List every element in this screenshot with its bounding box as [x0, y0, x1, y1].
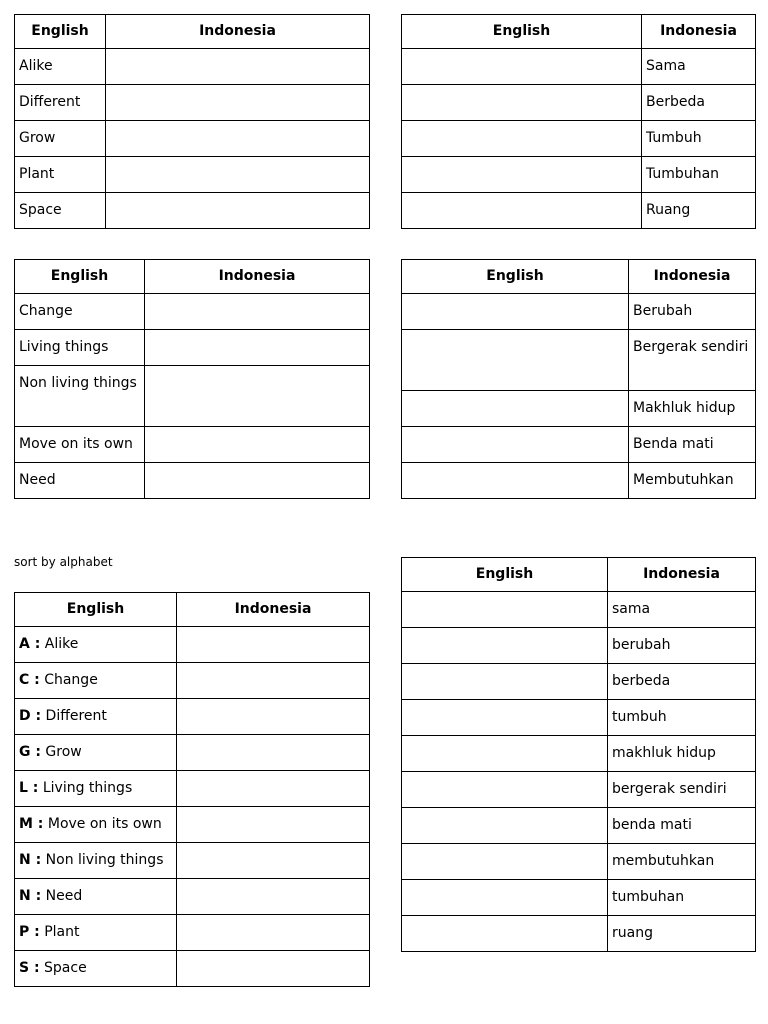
- indonesia-cell: Sama: [642, 49, 756, 85]
- indonesia-cell: Bergerak sendiri: [629, 330, 756, 391]
- indonesia-cell: Makhluk hidup: [629, 391, 756, 427]
- english-cell: [15, 627, 177, 663]
- table-header-row: [402, 558, 756, 592]
- table-row: [15, 121, 370, 157]
- english-cell[interactable]: [402, 49, 642, 85]
- english-cell[interactable]: [402, 808, 608, 844]
- letter-label: N :: [19, 852, 42, 868]
- table-row: [402, 157, 756, 193]
- table-row: [402, 427, 756, 463]
- table-header-row: [402, 260, 756, 294]
- english-cell: Need: [15, 463, 145, 499]
- table-header-row: [15, 593, 370, 627]
- table-row: [15, 699, 370, 735]
- english-cell[interactable]: [402, 628, 608, 664]
- english-cell: [15, 843, 177, 879]
- table-row: [15, 157, 370, 193]
- table-row: [402, 193, 756, 229]
- table-header-row: [402, 15, 756, 49]
- english-word: Need: [45, 888, 83, 904]
- english-cell[interactable]: [402, 330, 629, 391]
- vocab-table-1: [14, 14, 370, 229]
- indonesia-cell: Ruang: [642, 193, 756, 229]
- english-word: Different: [45, 708, 107, 724]
- indonesia-cell[interactable]: [177, 807, 370, 843]
- english-word: Move on its own: [47, 816, 162, 832]
- table-row: [15, 193, 370, 229]
- indonesia-header: Indonesia: [629, 260, 756, 294]
- english-cell: Different: [15, 85, 106, 121]
- english-header: English: [402, 15, 642, 49]
- indonesia-header: Indonesia: [642, 15, 756, 49]
- table-row: [15, 843, 370, 879]
- indonesia-cell[interactable]: [177, 699, 370, 735]
- table-row: [402, 808, 756, 844]
- english-cell: [15, 807, 177, 843]
- english-cell: Living things: [15, 330, 145, 366]
- table-row: [402, 49, 756, 85]
- english-header: English: [15, 15, 106, 49]
- table-row: [402, 463, 756, 499]
- indonesia-cell[interactable]: [177, 627, 370, 663]
- table-row: [402, 844, 756, 880]
- english-cell: Non living things: [15, 366, 145, 427]
- indonesia-cell[interactable]: [177, 735, 370, 771]
- indonesia-cell[interactable]: [145, 427, 370, 463]
- indonesia-cell[interactable]: [177, 771, 370, 807]
- letter-label: P :: [19, 924, 40, 940]
- english-cell[interactable]: [402, 121, 642, 157]
- vocab-table-4: [401, 259, 756, 499]
- english-word: Plant: [44, 924, 80, 940]
- table-row: [402, 880, 756, 916]
- table-row: [402, 916, 756, 952]
- english-cell: [15, 771, 177, 807]
- sort-caption: sort by alphabet: [14, 555, 113, 569]
- table-header-row: [15, 260, 370, 294]
- indonesia-cell[interactable]: [145, 330, 370, 366]
- table-row: [402, 85, 756, 121]
- indonesia-header: Indonesia: [106, 15, 370, 49]
- indonesia-cell: berbeda: [608, 664, 756, 700]
- english-cell[interactable]: [402, 193, 642, 229]
- table-row: [402, 330, 756, 391]
- english-cell[interactable]: [402, 427, 629, 463]
- table-row: [402, 664, 756, 700]
- letter-label: G :: [19, 744, 41, 760]
- english-cell[interactable]: [402, 85, 642, 121]
- english-cell[interactable]: [402, 592, 608, 628]
- indonesia-cell: tumbuhan: [608, 880, 756, 916]
- table-row: [15, 330, 370, 366]
- indonesia-cell: tumbuh: [608, 700, 756, 736]
- letter-label: L :: [19, 780, 39, 796]
- table-header-row: [15, 15, 370, 49]
- english-cell: Grow: [15, 121, 106, 157]
- letter-label: N :: [19, 888, 42, 904]
- english-word: Non living things: [45, 852, 164, 868]
- english-header: English: [402, 260, 629, 294]
- table-row: [15, 49, 370, 85]
- indonesia-cell[interactable]: [106, 193, 370, 229]
- english-cell: Change: [15, 294, 145, 330]
- letter-label: M :: [19, 816, 44, 832]
- table-row: [402, 391, 756, 427]
- indonesia-cell[interactable]: [106, 121, 370, 157]
- english-cell: [15, 663, 177, 699]
- english-cell: Alike: [15, 49, 106, 85]
- english-cell: [15, 699, 177, 735]
- english-cell[interactable]: [402, 391, 629, 427]
- letter-label: D :: [19, 708, 42, 724]
- english-cell: [15, 915, 177, 951]
- english-cell[interactable]: [402, 736, 608, 772]
- table-row: [402, 700, 756, 736]
- indonesia-cell: Membutuhkan: [629, 463, 756, 499]
- indonesia-cell[interactable]: [177, 879, 370, 915]
- indonesia-cell[interactable]: [145, 366, 370, 427]
- indonesia-cell: berubah: [608, 628, 756, 664]
- table-row: [402, 294, 756, 330]
- english-cell[interactable]: [402, 664, 608, 700]
- indonesia-cell[interactable]: [177, 843, 370, 879]
- vocab-table-3: [14, 259, 370, 499]
- indonesia-cell: Berbeda: [642, 85, 756, 121]
- indonesia-cell[interactable]: [145, 294, 370, 330]
- table-row: [15, 463, 370, 499]
- english-header: English: [402, 558, 608, 592]
- english-cell[interactable]: [402, 844, 608, 880]
- table-row: [15, 627, 370, 663]
- indonesia-cell[interactable]: [177, 915, 370, 951]
- english-cell[interactable]: [402, 700, 608, 736]
- letter-label: S :: [19, 960, 40, 976]
- english-word: Change: [44, 672, 98, 688]
- english-cell: [15, 879, 177, 915]
- english-cell: Space: [15, 193, 106, 229]
- table-row: [15, 663, 370, 699]
- english-cell[interactable]: [402, 772, 608, 808]
- english-cell[interactable]: [402, 294, 629, 330]
- english-cell[interactable]: [402, 157, 642, 193]
- table-row: [15, 366, 370, 427]
- table-row: [402, 772, 756, 808]
- indonesia-cell[interactable]: [145, 463, 370, 499]
- indonesia-cell: makhluk hidup: [608, 736, 756, 772]
- table-row: [15, 807, 370, 843]
- table-row: [15, 951, 370, 987]
- indonesia-cell: Tumbuh: [642, 121, 756, 157]
- indonesia-header: Indonesia: [177, 593, 370, 627]
- english-word: Space: [44, 960, 87, 976]
- table-row: [402, 628, 756, 664]
- table-row: [15, 85, 370, 121]
- indonesia-cell[interactable]: [177, 663, 370, 699]
- english-cell: Plant: [15, 157, 106, 193]
- indonesia-cell: Berubah: [629, 294, 756, 330]
- english-word: Alike: [44, 636, 79, 652]
- english-header: English: [15, 593, 177, 627]
- table-row: [15, 915, 370, 951]
- table-row: [15, 879, 370, 915]
- indonesia-cell: membutuhkan: [608, 844, 756, 880]
- english-cell: [15, 951, 177, 987]
- table-row: [402, 592, 756, 628]
- english-cell[interactable]: [402, 463, 629, 499]
- english-cell: [15, 735, 177, 771]
- indonesia-cell[interactable]: [106, 157, 370, 193]
- letter-label: C :: [19, 672, 40, 688]
- indonesia-cell: Benda mati: [629, 427, 756, 463]
- table-row: [402, 121, 756, 157]
- indonesia-header: Indonesia: [145, 260, 370, 294]
- table-row: [15, 294, 370, 330]
- english-word: Living things: [42, 780, 133, 796]
- table-row: [15, 427, 370, 463]
- indonesia-cell: benda mati: [608, 808, 756, 844]
- table-row: [15, 735, 370, 771]
- indonesia-cell: bergerak sendiri: [608, 772, 756, 808]
- letter-label: A :: [19, 636, 41, 652]
- table-row: [402, 736, 756, 772]
- indonesia-cell: sama: [608, 592, 756, 628]
- english-cell[interactable]: [402, 916, 608, 952]
- indonesia-cell[interactable]: [106, 85, 370, 121]
- indonesia-cell: ruang: [608, 916, 756, 952]
- indonesia-cell[interactable]: [106, 49, 370, 85]
- english-cell[interactable]: [402, 880, 608, 916]
- english-cell: Move on its own: [15, 427, 145, 463]
- english-header: English: [15, 260, 145, 294]
- indonesia-cell[interactable]: [177, 951, 370, 987]
- indonesia-cell: Tumbuhan: [642, 157, 756, 193]
- vocab-table-6: [401, 557, 756, 952]
- indonesia-header: Indonesia: [608, 558, 756, 592]
- table-row: [15, 771, 370, 807]
- english-word: Grow: [45, 744, 82, 760]
- vocab-table-sorted: [14, 592, 370, 987]
- vocab-table-2: [401, 14, 756, 229]
